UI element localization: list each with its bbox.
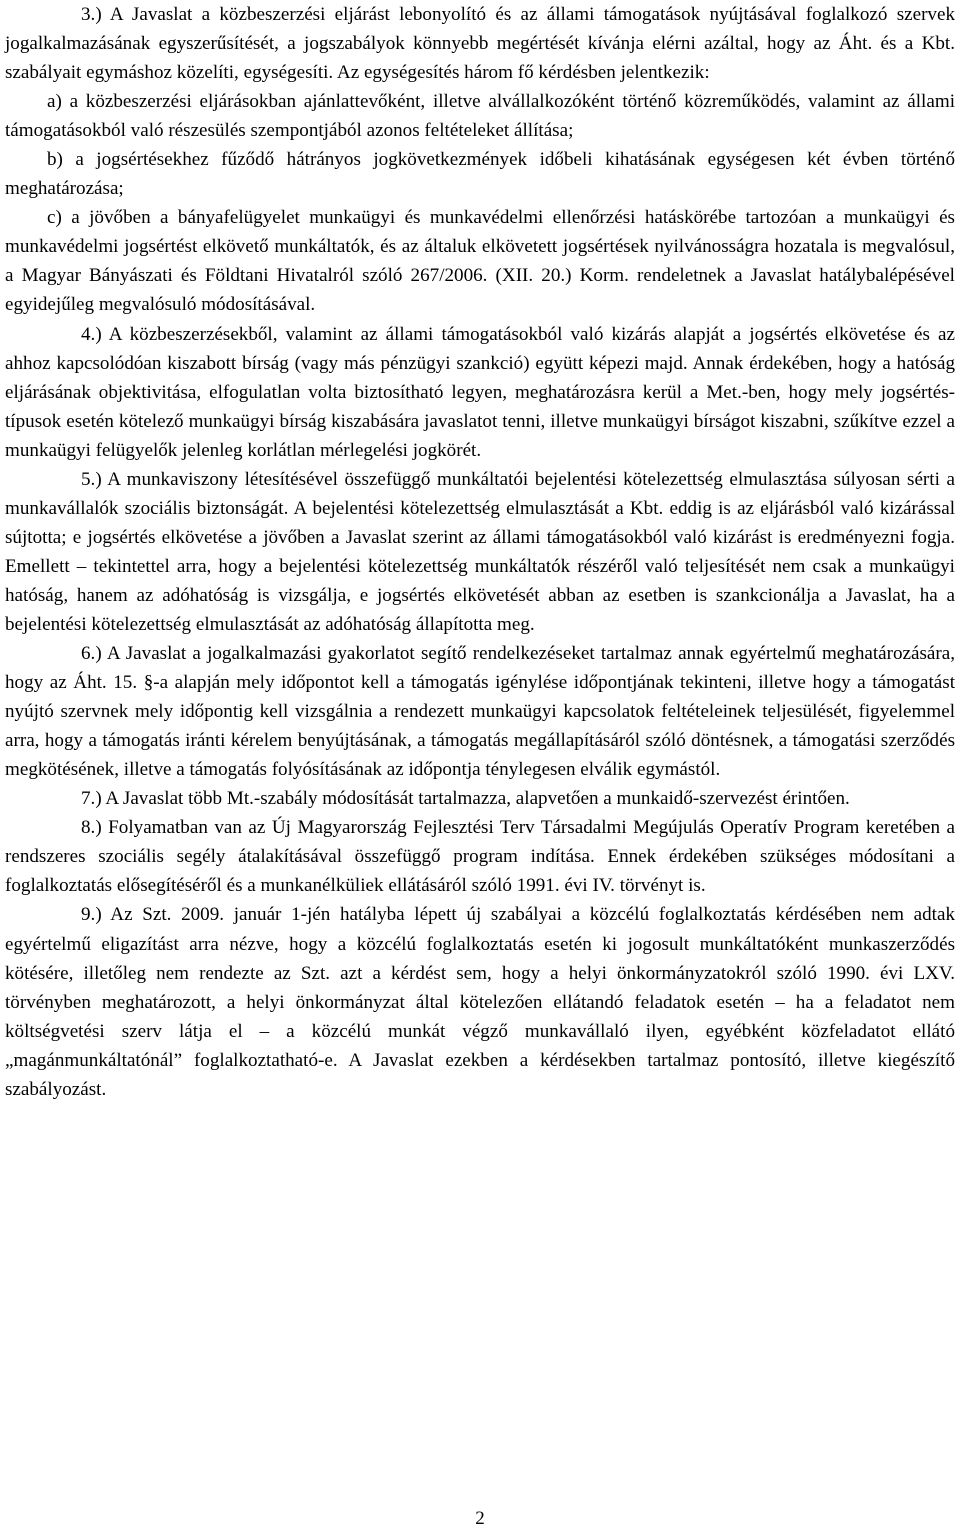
paragraph-6: 6.) A Javaslat a jogalkalmazási gyakorlatot segítő rendelkezéseket tartalmaz annak egyértelmű meghatározására, hogy az Áht. 15. §-a alapján mely időpontot kell a támogatás igénylése időpontjának tekinteni, illetve hogy a támogatást nyújtó szervnek mely időpontig kell vizsgálnia a rendezett munkaügyi kapcsolatok feltételeinek teljesülését, figyelemmel arra, hogy a támogatás iránti kérelem benyújtásának, a támogatás megállapításáról szóló döntésnek, a támogatási szerződés megkötésének, illetve a támogatás folyósításának az időpontja ténylegesen elválik egymástól.	[5, 643, 955, 781]
paragraph-3c: c) a jövőben a bányafelügyelet munkaügyi és munkavédelmi ellenőrzési hatáskörébe tartozóan a munkaügyi és munkavédelmi jogsértést elkövető munkáltatók, és az általuk elkövetett jogsértések nyilvánosságra hozatala is megvalósul, a Magyar Bányászati és Földtani Hivatalról szóló 267/2006. (XII. 20.) Korm. rendeletnek a Javaslat hatálybalépésével egyidejűleg megvalósuló módosításával.	[5, 207, 955, 316]
page-number: 2	[475, 1508, 485, 1529]
paragraph-3a: a) a közbeszerzési eljárásokban ajánlattevőként, illetve alvállalkozóként történő közreműködés, valamint az állami támogatásokból való részesülés szempontjából azonos feltételeket állítása;	[5, 91, 955, 142]
paragraph-3: 3.) A Javaslat a közbeszerzési eljárást lebonyolító és az állami támogatások nyújtásával foglalkozó szervek jogalkalmazásának egyszerűsítését, a jogszabályok könnyebb megértését kívánja elérni azáltal, hogy az Áht. és a Kbt. szabályait egymáshoz közelíti, egységesíti. Az egységesítés három fő kérdésben jelentkezik:	[5, 4, 955, 84]
paragraph-4: 4.) A közbeszerzésekből, valamint az állami támogatásokból való kizárás alapját a jogsértés elkövetése és az ahhoz kapcsolódóan kiszabott bírság (vagy más pénzügyi szankció) együtt képezi majd. Annak érdekében, hogy a hatóság eljárásának objektivitása, elfogulatlan volta biztosítható legyen, meghatározásra kerül a Met.-ben, hogy mely jogsértés-típusok esetén kötelező munkaügyi bírság kiszabására javaslatot tenni, illetve munkaügyi bírságot kiszabni, szűkítve ezzel a munkaügyi felügyelők jelenleg korlátlan mérlegelési jogkörét.	[5, 323, 955, 461]
paragraph-3b: b) a jogsértésekhez fűződő hátrányos jogkövetkezmények időbeli kihatásának egységesen két évben történő meghatározása;	[5, 149, 955, 200]
document-page	[5, 0, 955, 1104]
paragraph-8: 8.) Folyamatban van az Új Magyarország Fejlesztési Terv Társadalmi Megújulás Operatív Program keretében a rendszeres szociális segély átalakításával összefüggő program indítása. Ennek érdekében szükséges módosítani a foglalkoztatás elősegítéséről és a munkanélküliek ellátásáról szóló 1991. évi IV. törvényt is.	[5, 817, 955, 897]
paragraph-5: 5.) A munkaviszony létesítésével összefüggő munkáltatói bejelentési kötelezettség elmulasztása súlyosan sérti a munkavállalók szociális biztonságát. A bejelentési kötelezettség elmulasztását a Kbt. eddig is az eljárásból való kizárással sújtotta; e jogsértés elkövetése a jövőben a Javaslat szerint az állami támogatásokból való kizárást is eredményezni fogja. Emellett – tekintettel arra, hogy a bejelentési kötelezettség munkáltatók részéről való teljesítését nem csak a munkaügyi hatóság, hanem az adóhatóság is vizsgálja, e jogsértés elkövetését abban az esetben is szankcionálja a Javaslat, ha a bejelentési kötelezettség elmulasztását az adóhatóság állapította meg.	[5, 468, 955, 635]
paragraph-9: 9.) Az Szt. 2009. január 1-jén hatályba lépett új szabályai a közcélú foglalkoztatás kérdésében nem adtak egyértelmű eligazítást arra nézve, hogy a közcélú foglalkoztatás esetén ki jogosult munkáltatóként munkaszerződés kötésére, illetőleg nem rendezte az Szt. azt a kérdést sem, hogy a helyi önkormányzatokról szóló 1990. évi LXV. törvényben meghatározott, a helyi önkormányzat által kötelezően ellátandó feladatok esetén – ha a feladatot nem költségvetési szerv látja el – a közcélú munkát végző munkavállaló ilyen, egyébként közfeladatot ellátó „magánmunkáltatónál” foglalkoztatható-e. A Javaslat ezekben a kérdésekben tartalmaz pontosító, illetve kiegészítő szabályozást.	[5, 904, 955, 1100]
paragraph-7: 7.) A Javaslat több Mt.-szabály módosítását tartalmazza, alapvetően a munkaidő-szervezést érintően.	[81, 788, 850, 810]
